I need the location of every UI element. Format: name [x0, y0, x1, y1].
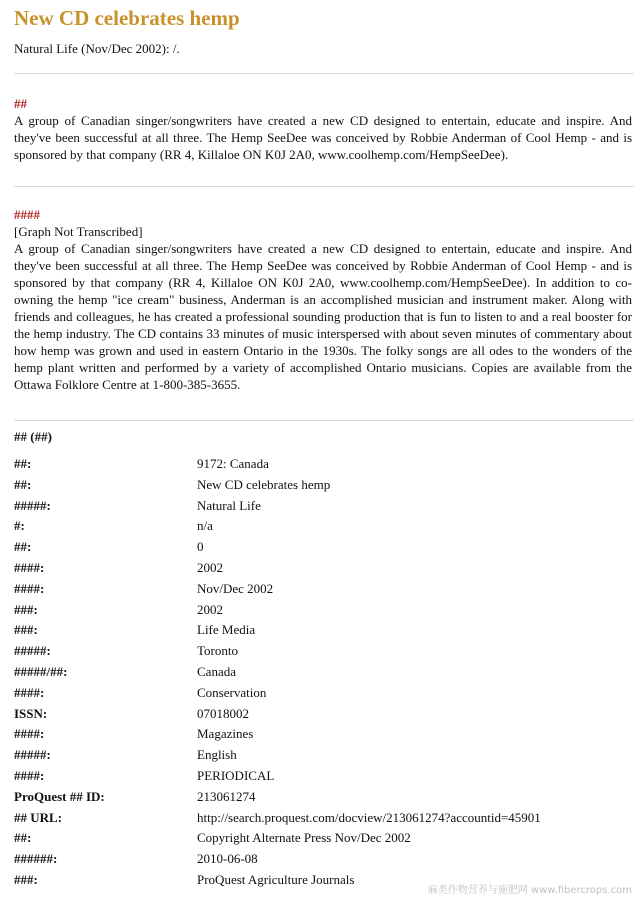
record-table	[14, 454, 624, 891]
record-row	[14, 683, 624, 704]
record-field-label: #####:	[14, 643, 51, 659]
record-field-value: Copyright Alternate Press Nov/Dec 2002	[197, 830, 411, 846]
record-row	[14, 808, 624, 829]
record-row	[14, 704, 624, 725]
record-row	[14, 641, 624, 662]
record-field-value: Nov/Dec 2002	[197, 580, 274, 596]
record-field-label: ##:	[14, 476, 32, 492]
record-field-label: #####:	[14, 497, 51, 513]
record-field-label: ##:	[14, 539, 32, 555]
record-field-label: #####/##:	[14, 663, 68, 679]
record-row	[14, 475, 624, 496]
record-field-label: ProQuest ## ID:	[14, 788, 105, 804]
record-field-value: Toronto	[197, 643, 238, 659]
record-field-label: ####:	[14, 559, 45, 575]
record-field-label: #####:	[14, 747, 51, 763]
record-field-value: Natural Life	[197, 497, 261, 513]
record-field-value: 07018002	[197, 705, 249, 721]
record-field-value: n/a	[197, 518, 213, 534]
record-field-label: ####:	[14, 767, 45, 783]
record-field-value: English	[197, 747, 237, 763]
record-field-value: Conservation	[197, 684, 267, 700]
record-field-label: ####:	[14, 684, 45, 700]
abstract-heading: ##	[14, 96, 27, 111]
article-title: New CD celebrates hemp	[14, 6, 240, 30]
record-row	[14, 620, 624, 641]
record-heading: ## (##)	[14, 429, 52, 444]
record-row	[14, 600, 624, 621]
record-field-label: ##:	[14, 456, 32, 471]
divider	[14, 186, 634, 187]
record-field-value: Life Media	[197, 622, 256, 638]
record-row	[14, 724, 624, 745]
record-field-label: ###:	[14, 601, 38, 617]
record-field-value: ProQuest Agriculture Journals	[197, 871, 355, 887]
record-row	[14, 558, 624, 579]
record-field-label: ###:	[14, 871, 38, 887]
record-row	[14, 579, 624, 600]
record-field-label: ISSN:	[14, 705, 48, 721]
record-field-value: 9172: Canada	[197, 456, 269, 471]
record-row	[14, 849, 624, 870]
divider	[14, 420, 634, 421]
record-row	[14, 454, 624, 475]
record-field-label: ###:	[14, 622, 38, 638]
graph-note: [Graph Not Transcribed]	[14, 224, 143, 239]
record-field-value: 2002	[197, 559, 223, 575]
record-row	[14, 537, 624, 558]
abstract-section	[14, 96, 632, 163]
divider	[14, 73, 634, 74]
fulltext-heading: ####	[14, 207, 40, 222]
article-source: Natural Life (Nov/Dec 2002): /.	[14, 41, 180, 56]
record-row	[14, 662, 624, 683]
record-field-value: 2010-06-08	[197, 851, 258, 867]
record-field-value: http://search.proquest.com/docview/213061274?accountid=45901	[197, 809, 541, 825]
record-field-value: Canada	[197, 663, 236, 679]
record-heading-wrap	[14, 429, 632, 445]
fulltext-section	[14, 207, 632, 393]
record-row	[14, 745, 624, 766]
record-field-value: 2002	[197, 601, 223, 617]
record-field-label: ######:	[14, 851, 58, 867]
record-field-label: #:	[14, 518, 25, 534]
fulltext-text: A group of Canadian singer/songwriters have created a new CD designed to entertain, educate and inspire. And they've been successful at all three. The Hemp SeeDee was conceived by Robbie Anderman of Cool Hemp - and is sponsored by that company (RR 4, Killaloe ON K0J 2A0, www.coolhemp.com/HempSeeDee). In addition to co-owning the hemp "ice cream" business, Anderman is an accomplished musician and instrument maker. Along with friends and colleagues, he has created a professional sounding production that is fun to listen to and a real booster for the hemp industry. The CD contains 33 minutes of music interspersed with about seven minutes of commentary about how hemp was grown and used in eastern Ontario in the 1930s. The folky songs are all odes to the wonders of the hemp plant written and performed by a variety of accomplished Ontario musicians. Copies are available from the Ottawa Folklore Centre at 1-800-385-3655.	[14, 241, 632, 392]
record-row	[14, 828, 624, 849]
record-row	[14, 787, 624, 808]
record-row	[14, 516, 624, 537]
record-field-label: ## URL:	[14, 809, 63, 825]
record-field-value: 0	[197, 539, 204, 555]
record-field-label: ####:	[14, 580, 45, 596]
record-field-value: Magazines	[197, 726, 254, 742]
record-field-value: 213061274	[197, 788, 256, 804]
record-row	[14, 766, 624, 787]
record-field-value: PERIODICAL	[197, 767, 275, 783]
record-row	[14, 496, 624, 517]
record-field-label: ####:	[14, 726, 45, 742]
watermark: 麻类作物营养与施肥网 www.fibercrops.com	[427, 885, 632, 896]
abstract-text: A group of Canadian singer/songwriters have created a new CD designed to entertain, educate and inspire. And they've been successful at all three. The Hemp SeeDee was conceived by Robbie Anderman of Cool Hemp - and is sponsored by that company (RR 4, Killaloe ON K0J 2A0, www.coolhemp.com/HempSeeDee).	[14, 113, 632, 162]
record-field-label: ##:	[14, 830, 32, 846]
record-field-value: New CD celebrates hemp	[197, 476, 331, 492]
